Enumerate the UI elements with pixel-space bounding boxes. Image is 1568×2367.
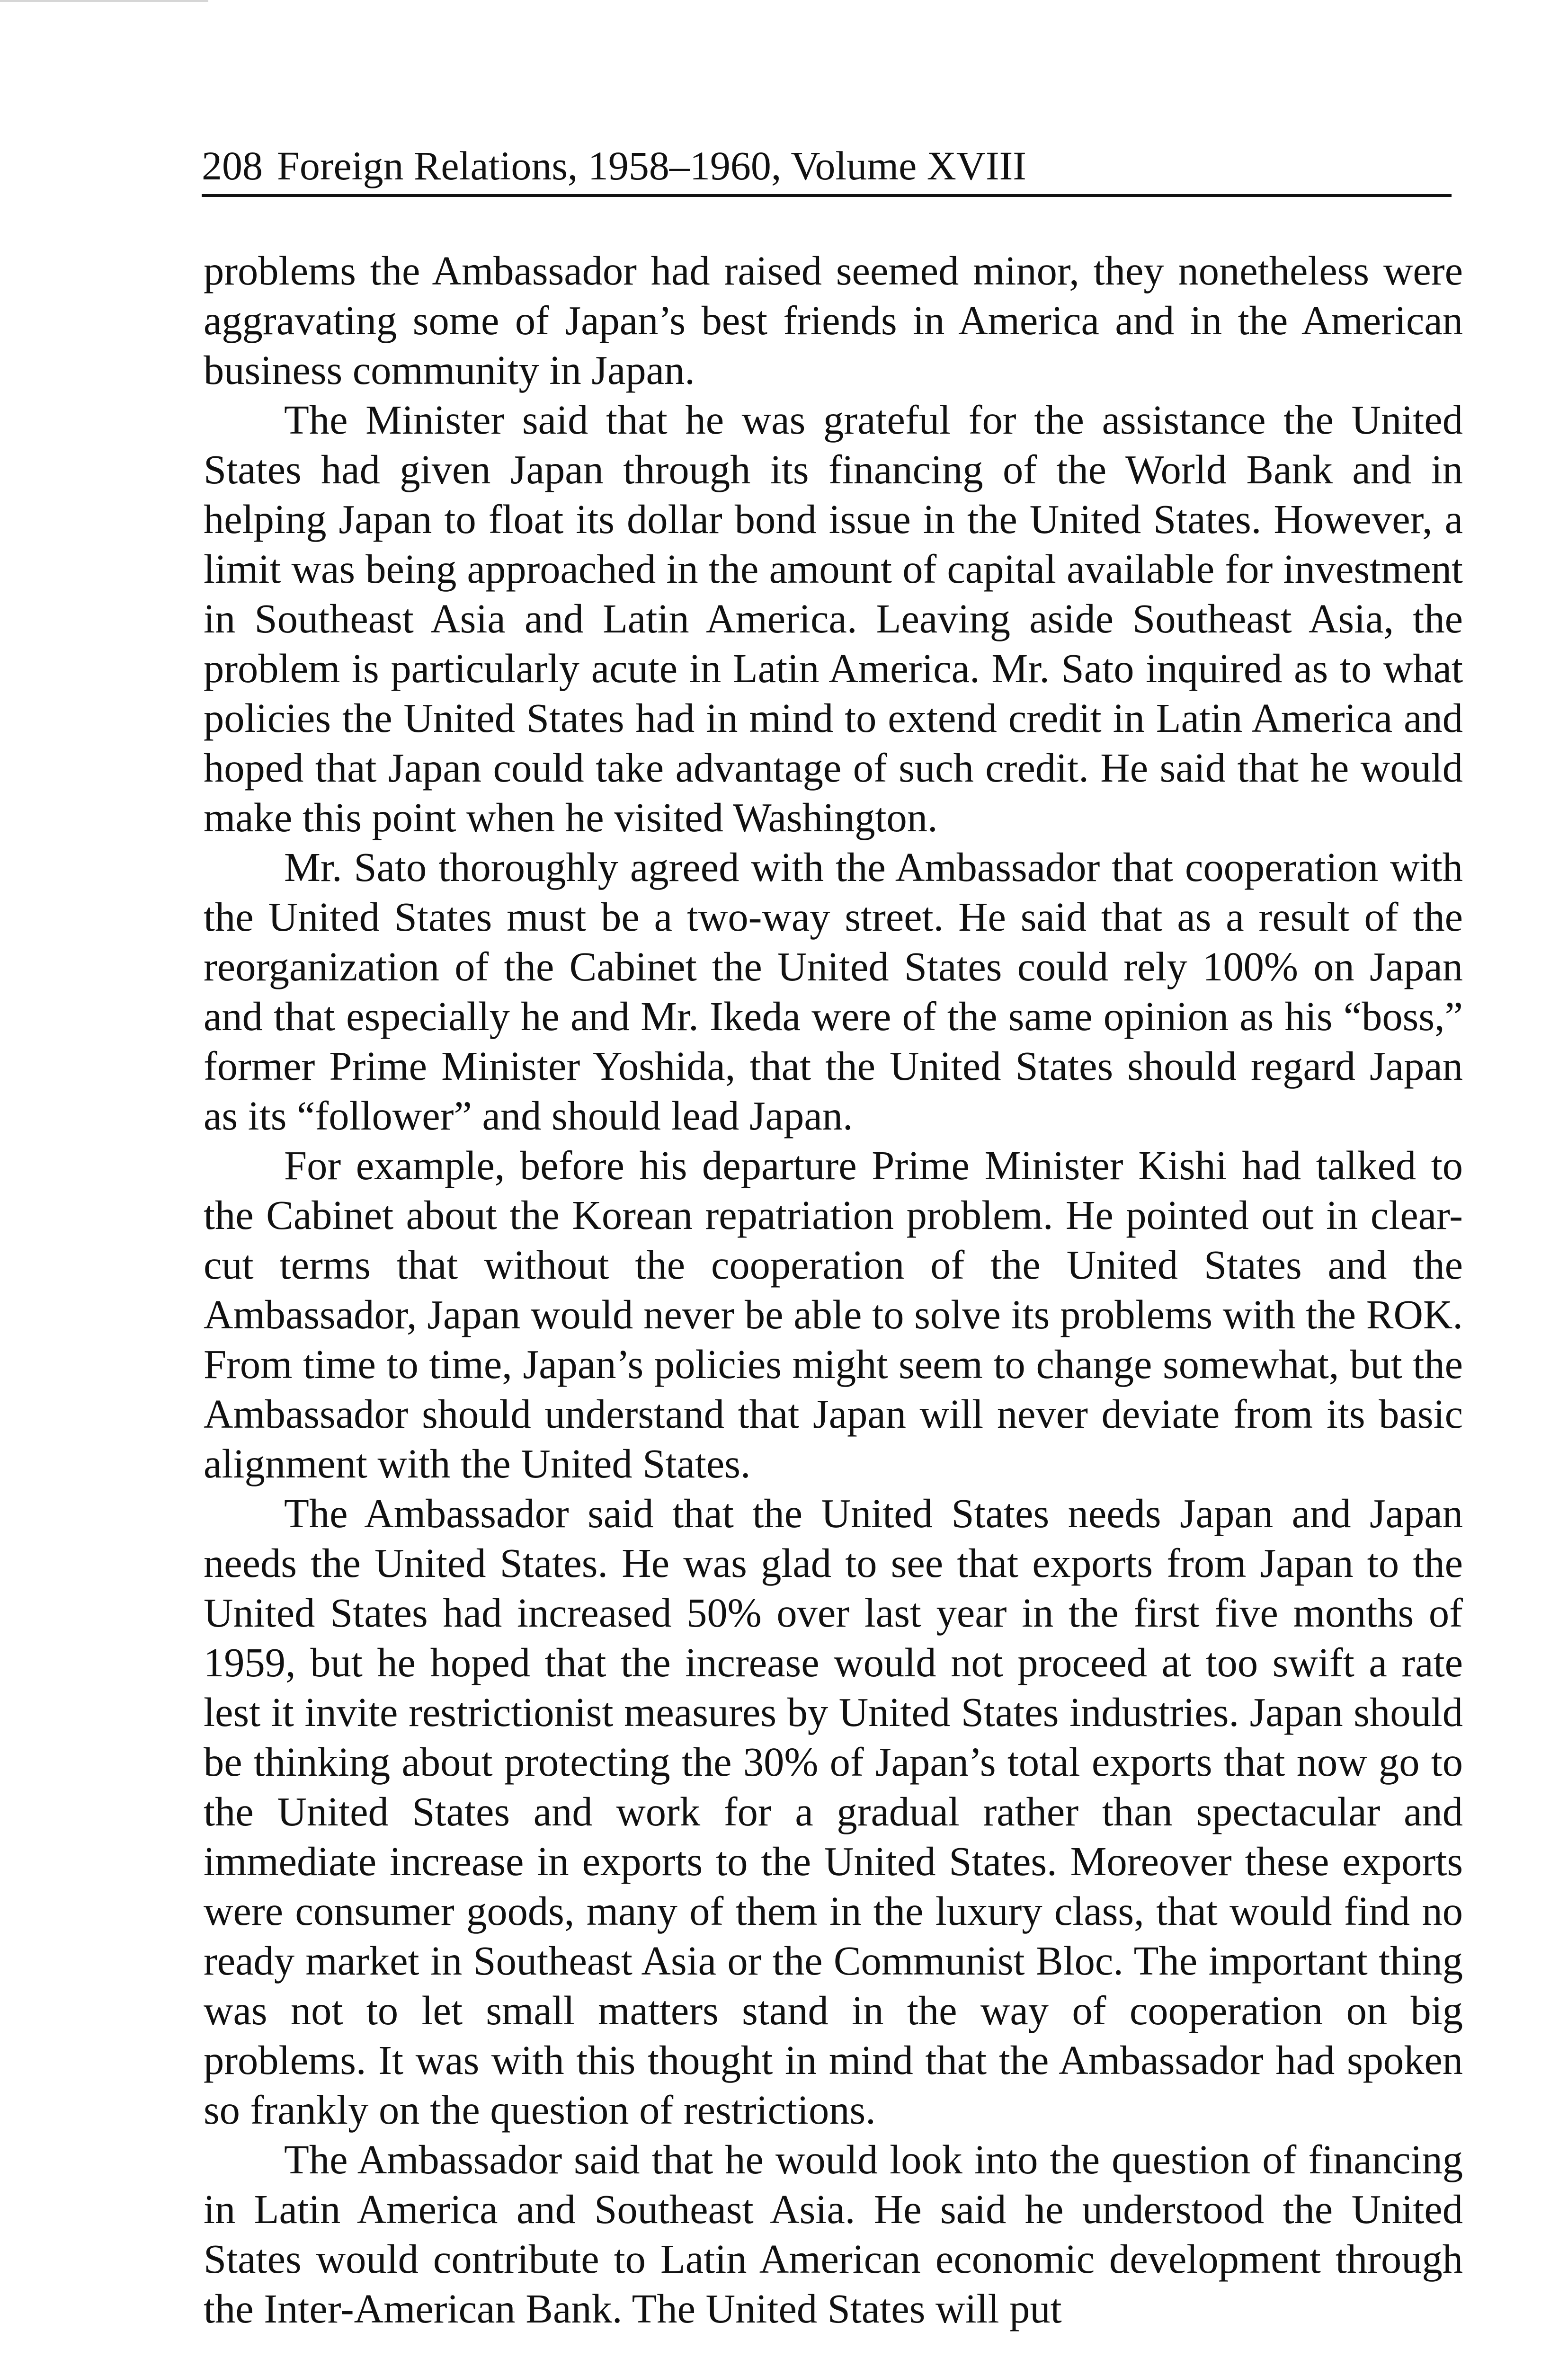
paragraph: The Ambassador said that the United States needs Japan and Japan needs the United States. He was glad to see that exports from Japan to the United States had increased 50% over last year in the first five months of 1959, but he hoped that the increase would not proceed at too swift a rate lest it invite restrictionist measures by United States industries. Japan should be thinking about protecting the 30% of Japan’s total exports that now go to the United States and work for a gradual rather than spectacular and immediate increase in exports to the United States. Moreover these exports were consumer goods, many of them in the luxury class, that would find no ready market in Southeast Asia or the Communist Bloc. The important thing was not to let small matters stand in the way of cooperation on big problems. It was with this thought in mind that the Ambassador had spoken so frankly on the question of restrictions.: [204, 1491, 1463, 2133]
paragraph: The Ambassador said that he would look into the question of financing in Latin America and Southeast Asia. He said he understood the United States would contribute to Latin American economic development through the Inter-American Bank. The United States will put: [204, 2137, 1463, 2331]
volume-title: Foreign Relations, 1958–1960, Volume XVIII: [277, 143, 1026, 188]
paragraph-continuation: problems the Ambassador had raised seemed minor, they nonetheless were aggravating some of Japan’s best friends in America and in the American business community in Japan.: [204, 248, 1463, 393]
scan-edge-mark: [0, 0, 208, 2]
paragraph: For example, before his departure Prime Minister Kishi had talked to the Cabinet about the Korean repatriation problem. He pointed out in clear-cut terms that without the cooperation of the United States and the Ambassador, Japan would never be able to solve its problems with the ROK. From time to time, Japan’s policies might seem to change somewhat, but the Ambassador should understand that Japan will never deviate from its basic alignment with the United States.: [204, 1143, 1463, 1486]
page-number: 208: [202, 143, 263, 188]
running-head: [202, 142, 1452, 189]
body-text: [204, 246, 1463, 2334]
header-rule: [202, 194, 1452, 197]
paragraph: Mr. Sato thoroughly agreed with the Ambassador that cooperation with the United States must be a two-way street. He said that as a result of the reorganization of the Cabinet the United States could rely 100% on Japan and that especially he and Mr. Ikeda were of the same opinion as his “boss,” former Prime Minister Yoshida, that the United States should regard Japan as its “follower” and should lead Japan.: [204, 845, 1463, 1139]
paragraph: The Minister said that he was grateful for the assistance the United States had given Japan through its financing of the World Bank and in helping Japan to float its dollar bond issue in the United States. However, a limit was being approached in the amount of capital available for investment in Southeast Asia and Latin America. Leaving aside Southeast Asia, the problem is particularly acute in Latin America. Mr. Sato inquired as to what policies the United States had in mind to extend credit in Latin America and hoped that Japan could take advantage of such credit. He said that he would make this point when he visited Washington.: [204, 397, 1463, 840]
